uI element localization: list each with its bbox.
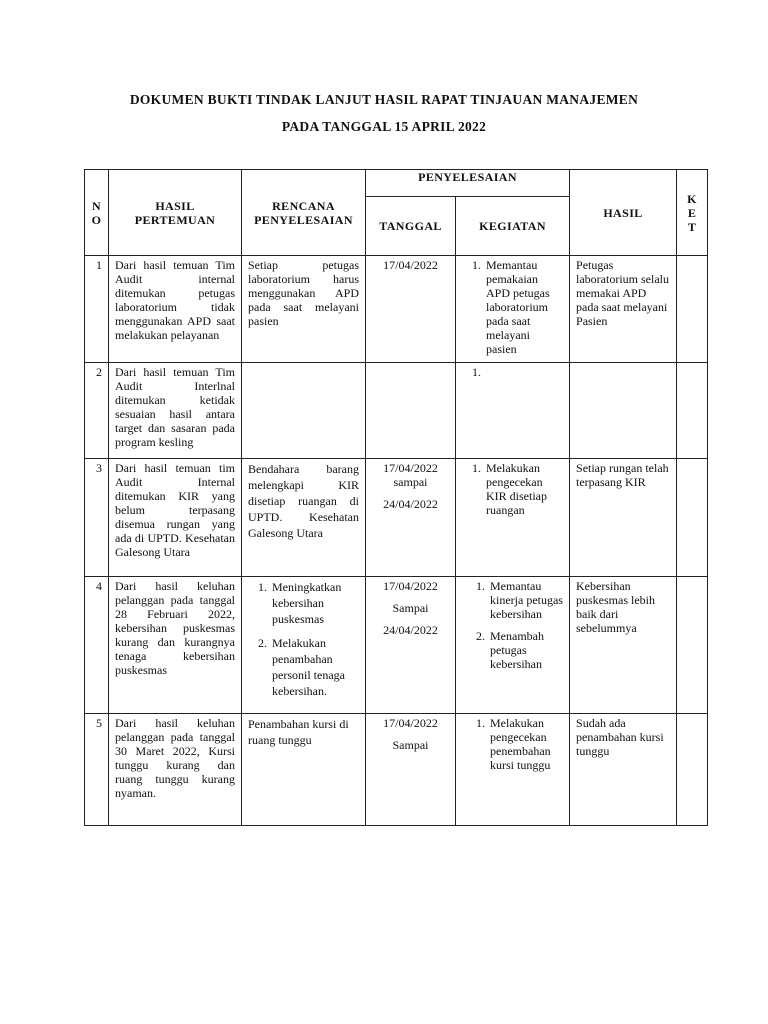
kegiatan-item: 2. Menambah petugas kebersihan bbox=[488, 629, 563, 671]
tanggal-end: 24/04/2022 bbox=[383, 623, 438, 637]
row-number: 4 bbox=[96, 579, 102, 593]
ket-cell bbox=[677, 714, 708, 826]
tanggal-end: 24/04/2022 bbox=[383, 497, 438, 511]
tanggal-start: 17/04/2022 bbox=[383, 579, 438, 593]
header-ket: K E T bbox=[677, 170, 708, 256]
kegiatan-cell bbox=[456, 363, 570, 459]
row-number: 3 bbox=[96, 461, 102, 475]
follow-up-table bbox=[84, 169, 708, 826]
hasil-pertemuan-cell: Dari hasil temuan tim Audit Internal ditemukan KIR yang belum terpasang disemua rungan yang ada di UPTD. Kesehatan Galesong Utara bbox=[109, 459, 242, 577]
rencana-cell: Bendahara barang melengkapi KIR disetiap ruangan di UPTD. Kesehatan Galesong Utara bbox=[242, 459, 366, 577]
hasil-pertemuan-cell: Dari hasil temuan Tim Audit internal ditemukan petugas laboratorium tidak menggunakan APD saat melakukan pelayanan bbox=[109, 256, 242, 363]
ket-cell bbox=[677, 256, 708, 363]
row-number: 2 bbox=[96, 365, 102, 379]
hasil-pertemuan-cell: Dari hasil keluhan pelanggan pada tanggal 30 Maret 2022, Kursi tunggu kurang dan ruang tunggu kurang nyaman. bbox=[109, 714, 242, 826]
tanggal-start: 17/04/2022 bbox=[383, 461, 438, 475]
kegiatan-cell bbox=[456, 577, 570, 714]
rencana-item: 1. Meningkatkan kebersihan puskesmas bbox=[270, 579, 359, 627]
hasil-cell: Setiap rungan telah terpasang KIR bbox=[570, 459, 677, 577]
header-hasil-pertemuan: HASIL PERTEMUAN bbox=[109, 170, 242, 256]
table-row bbox=[85, 363, 708, 459]
rencana-cell: Setiap petugas laboratorium harus menggunakan APD pada saat melayani pasien bbox=[242, 256, 366, 363]
header-hasil: HASIL bbox=[570, 170, 677, 256]
hasil-cell bbox=[570, 363, 677, 459]
row-number: 1 bbox=[96, 258, 102, 272]
kegiatan-item bbox=[484, 365, 563, 379]
tanggal-sampai: Sampai bbox=[392, 738, 429, 752]
kegiatan-item: 1. Memantau kinerja petugas kebersihan bbox=[488, 579, 563, 621]
kegiatan-cell bbox=[456, 459, 570, 577]
tanggal-cell bbox=[366, 363, 456, 459]
tanggal-cell bbox=[366, 459, 456, 577]
table-row bbox=[85, 256, 708, 363]
tanggal-cell: 17/04/2022 bbox=[366, 256, 456, 363]
row-number: 5 bbox=[96, 716, 102, 730]
header-penyelesaian: PENYELESAIAN bbox=[366, 170, 570, 197]
table-row bbox=[85, 459, 708, 577]
document-subtitle: PADA TANGGAL 15 APRIL 2022 bbox=[281, 119, 487, 134]
document-title: DOKUMEN BUKTI TINDAK LANJUT HASIL RAPAT TINJAUAN MANAJEMEN bbox=[129, 92, 639, 107]
hasil-cell: Sudah ada penambahan kursi tunggu bbox=[570, 714, 677, 826]
tanggal-sampai: sampai bbox=[393, 475, 428, 489]
kegiatan-item: 1. Memantau pemakaian APD petugas laboratorium pada saat melayani pasien bbox=[484, 258, 563, 356]
kegiatan-item: 1. Melakukan pengecekan penembahan kursi tunggu bbox=[488, 716, 563, 772]
kegiatan-cell bbox=[456, 256, 570, 363]
header-kegiatan: KEGIATAN bbox=[456, 197, 570, 256]
kegiatan-item: 1. Melakukan pengecekan KIR disetiap ruangan bbox=[484, 461, 563, 517]
rencana-item: 2. Melakukan penambahan personil tenaga kebersihan. bbox=[270, 635, 359, 699]
tanggal-sampai: Sampai bbox=[392, 601, 429, 615]
rencana-cell: Penambahan kursi di ruang tunggu bbox=[242, 714, 366, 826]
header-tanggal: TANGGAL bbox=[366, 197, 456, 256]
rencana-cell bbox=[242, 577, 366, 714]
hasil-cell: Petugas laboratorium selalu memakai APD pada saat melayani Pasien bbox=[570, 256, 677, 363]
header-no: N O bbox=[85, 170, 109, 256]
ket-cell bbox=[677, 363, 708, 459]
table-row bbox=[85, 577, 708, 714]
kegiatan-cell bbox=[456, 714, 570, 826]
rencana-cell bbox=[242, 363, 366, 459]
hasil-pertemuan-cell: Dari hasil keluhan pelanggan pada tanggal 28 Februari 2022, kebersihan puskesmas kurang dan kurangnya tenaga kebersihan puskesmas bbox=[109, 577, 242, 714]
tanggal-start: 17/04/2022 bbox=[383, 716, 438, 730]
hasil-pertemuan-cell: Dari hasil temuan Tim Audit Interlnal ditemukan ketidak sesuaian hasil antara target dan sasaran pada program kesling bbox=[109, 363, 242, 459]
ket-cell bbox=[677, 577, 708, 714]
table-row bbox=[85, 714, 708, 826]
tanggal-cell bbox=[366, 714, 456, 826]
tanggal-cell bbox=[366, 577, 456, 714]
header-rencana: RENCANA PENYELESAIAN bbox=[242, 170, 366, 256]
hasil-cell: Kebersihan puskesmas lebih baik dari sebelummya bbox=[570, 577, 677, 714]
ket-cell bbox=[677, 459, 708, 577]
